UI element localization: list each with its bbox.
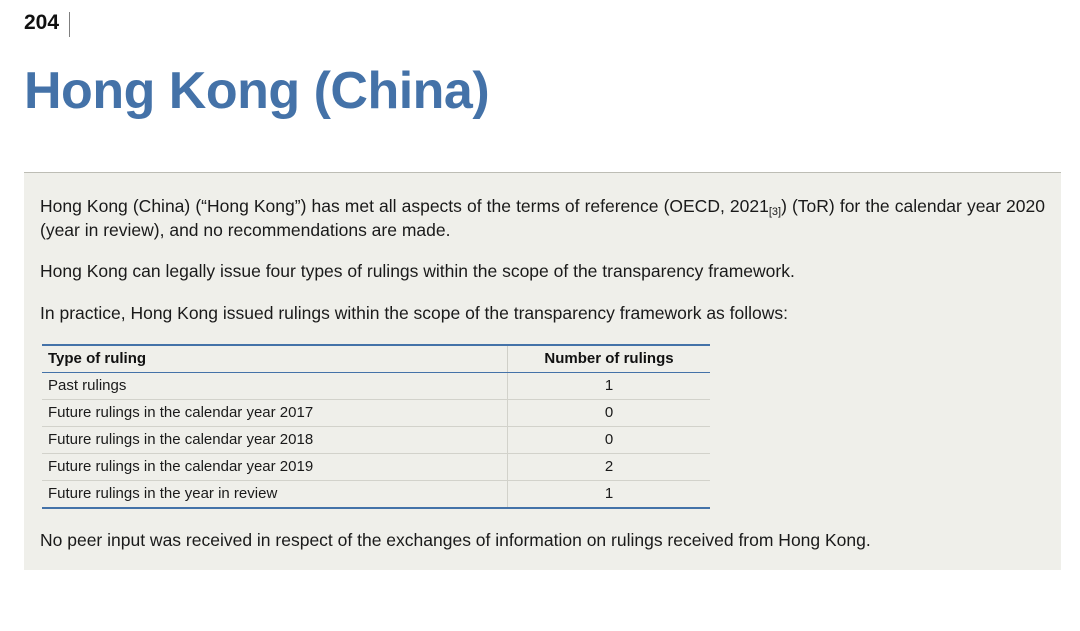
cell-ruling-count: 1 xyxy=(508,372,711,399)
cell-ruling-count: 2 xyxy=(508,453,711,480)
paragraph-tor-compliance-text-after: ) (ToR) for the calendar year 2020 (year in review), and no recommendations are made. xyxy=(40,196,1045,240)
table-row xyxy=(42,426,710,453)
paragraph-tor-compliance xyxy=(40,195,1045,242)
paragraph-ruling-types: Hong Kong can legally issue four types of rulings within the scope of the transparency framework. xyxy=(40,261,795,282)
cell-ruling-type: Future rulings in the calendar year 2018 xyxy=(42,426,508,453)
cell-ruling-type: Future rulings in the calendar year 2017 xyxy=(42,399,508,426)
table-header xyxy=(42,345,710,373)
content-panel xyxy=(24,172,1061,570)
table-body xyxy=(42,372,710,508)
rulings-table-wrapper xyxy=(40,344,1045,509)
cell-ruling-count: 0 xyxy=(508,426,711,453)
table-row xyxy=(42,453,710,480)
page-number: 204 xyxy=(24,11,60,34)
page-title: Hong Kong (China) xyxy=(24,62,490,120)
cell-ruling-count: 0 xyxy=(508,399,711,426)
table-header-row xyxy=(42,345,710,373)
paragraph-peer-input: No peer input was received in respect of the exchanges of information on rulings received from Hong Kong. xyxy=(40,529,871,550)
cell-ruling-type: Future rulings in the year in review xyxy=(42,480,508,508)
paragraph-tor-compliance-text-before: Hong Kong (China) (“Hong Kong”) has met all aspects of the terms of reference (OECD, 2021 xyxy=(40,196,769,216)
table-row xyxy=(42,399,710,426)
page-header xyxy=(0,0,1080,38)
column-header-number: Number of rulings xyxy=(508,345,711,373)
cell-ruling-type: Future rulings in the calendar year 2019 xyxy=(42,453,508,480)
column-header-type: Type of ruling xyxy=(42,345,508,373)
table-row xyxy=(42,372,710,399)
table-row xyxy=(42,480,710,508)
paragraph-practice-intro: In practice, Hong Kong issued rulings within the scope of the transparency framework as follows: xyxy=(40,302,789,323)
header-divider xyxy=(69,12,70,37)
rulings-table xyxy=(42,344,710,509)
cell-ruling-count: 1 xyxy=(508,480,711,508)
reference-marker: [3] xyxy=(768,206,782,218)
cell-ruling-type: Past rulings xyxy=(42,372,508,399)
